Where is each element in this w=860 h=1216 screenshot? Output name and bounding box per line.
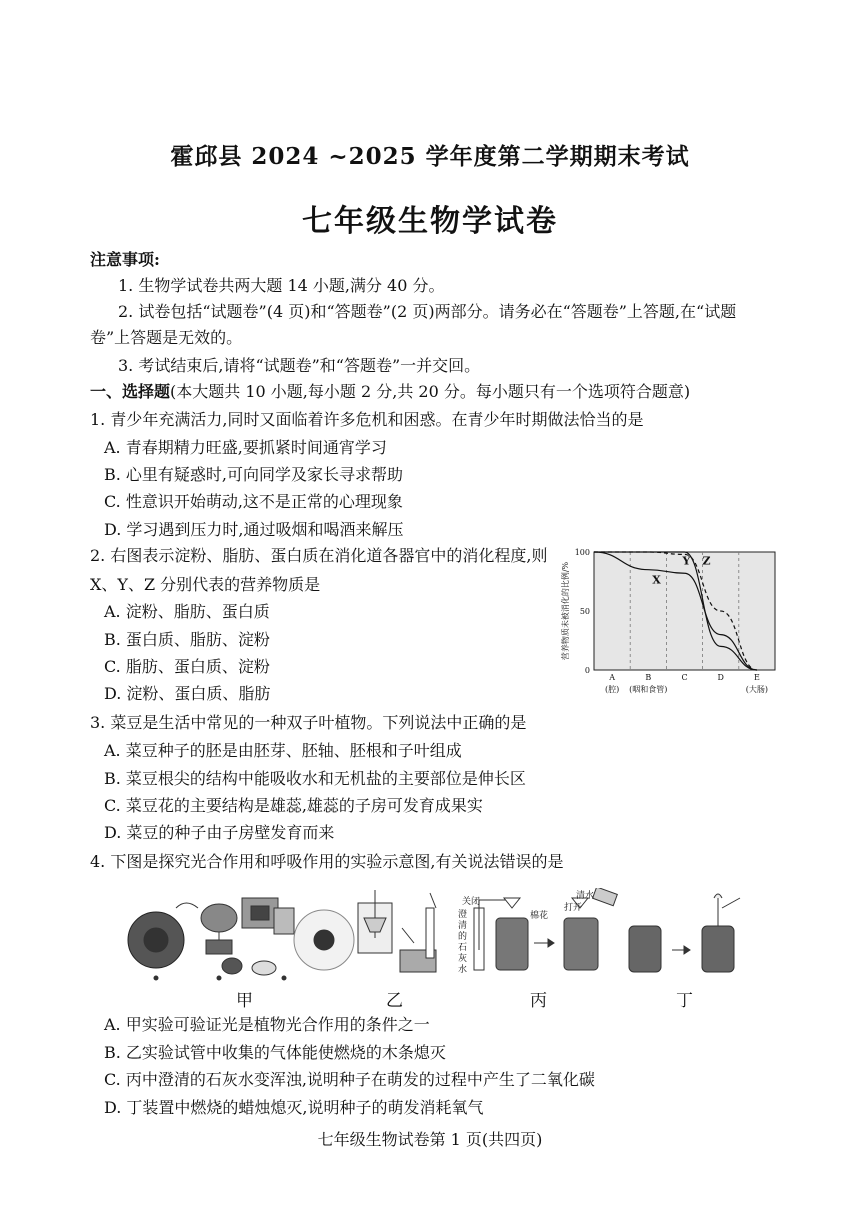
experiment-figure — [124, 888, 764, 988]
figure-label-bing: 丙 — [530, 991, 547, 1011]
section-note: (本大题共 10 小题,每小题 2 分,共 20 分。每小题只有一个选项符合题意) — [170, 382, 691, 401]
section-heading — [90, 382, 690, 402]
chart-x-tick-label: B — [645, 673, 652, 682]
figure-callout-limewater: 澄清的石灰水 — [458, 910, 468, 975]
question-stem: 2. 右图表示淀粉、脂肪、蛋白质在消化道各器官中的消化程度,则 — [90, 546, 548, 565]
notice-item: 1. 生物学试卷共两大题 14 小题,满分 40 分。 — [118, 276, 445, 295]
question-stem: 1. 青少年充满活力,同时又面临着许多危机和困惑。在青少年时期做法恰当的是 — [90, 410, 644, 429]
answer-option: A. 青春期精力旺盛,要抓紧时间通宵学习 — [104, 438, 387, 457]
answer-option: B. 蛋白质、脂肪、淀粉 — [104, 630, 270, 649]
chart-y-tick-label: 50 — [579, 607, 590, 616]
chart-series-label: Z — [702, 554, 711, 568]
chart-x-tick-label: D — [717, 673, 724, 682]
answer-option: B. 心里有疑惑时,可向同学及家长寻求帮助 — [104, 465, 404, 484]
chart-y-tick-label: 100 — [574, 548, 590, 557]
experiment-yi-illustration — [358, 890, 436, 972]
answer-option: C. 丙中澄清的石灰水变浑浊,说明种子在萌发的过程中产生了二氧化碳 — [104, 1070, 595, 1089]
figure-callout: 关闭 — [462, 897, 481, 907]
figure-callout: 打开 — [564, 903, 583, 913]
question-stem: X、Y、Z 分别代表的营养物质是 — [90, 575, 321, 594]
figure-label-jia: 甲 — [236, 991, 253, 1011]
answer-option: A. 淀粉、脂肪、蛋白质 — [104, 602, 270, 621]
answer-option: D. 淀粉、蛋白质、脂肪 — [104, 684, 271, 703]
experiment-jia-illustration — [128, 898, 354, 980]
exam-title: 霍邱县 2024 ~2025 学年度第二学期期末考试 — [170, 143, 690, 170]
chart-x-tick-label: C — [681, 673, 688, 682]
answer-option: A. 菜豆种子的胚是由胚芽、胚轴、胚根和子叶组成 — [104, 741, 462, 760]
notice-item: 3. 考试结束后,请将“试题卷”和“答题卷”一并交回。 — [118, 356, 481, 375]
experiment-bing-illustration — [474, 888, 617, 970]
chart-x-tick-note: (腔) — [604, 685, 620, 694]
experiment-ding-illustration — [629, 894, 740, 972]
chart-y-tick-label: 0 — [584, 666, 590, 675]
paper-subtitle: 七年级生物学试卷 — [302, 204, 558, 239]
chart-x-tick-label: A — [609, 673, 615, 682]
answer-option: B. 乙实验试管中收集的气体能使燃烧的木条熄灭 — [104, 1043, 446, 1062]
section-title: 一、选择题 — [90, 382, 171, 401]
figure-label-ding: 丁 — [676, 991, 693, 1011]
notice-item: 卷”上答题是无效的。 — [90, 328, 243, 347]
question-stem: 3. 菜豆是生活中常见的一种双子叶植物。下列说法中正确的是 — [90, 713, 527, 732]
answer-option: D. 丁装置中燃烧的蜡烛熄灭,说明种子的萌发消耗氧气 — [104, 1098, 484, 1117]
question-stem: 4. 下图是探究光合作用和呼吸作用的实验示意图,有关说法错误的是 — [90, 852, 564, 871]
answer-option: A. 甲实验可验证光是植物光合作用的条件之一 — [104, 1015, 430, 1034]
answer-option: B. 菜豆根尖的结构中能吸收水和无机盐的主要部位是伸长区 — [104, 769, 526, 788]
figure-callout: 棉花 — [530, 911, 549, 921]
chart-series-label: Y — [682, 554, 691, 568]
chart-y-axis-label: 营养物质未被消化的比例/% — [561, 561, 570, 661]
chart-plot-area — [594, 552, 775, 670]
notice-item: 2. 试卷包括“试题卷”(4 页)和“答题卷”(2 页)两部分。请务必在“答题卷”上答题,在“试题 — [118, 302, 737, 321]
chart-x-tick-label: E — [753, 673, 760, 682]
chart-x-tick-note: (大肠) — [745, 685, 769, 694]
answer-option: C. 性意识开始萌动,这不是正常的心理现象 — [104, 492, 403, 511]
page-footer: 七年级生物试卷第 1 页(共四页) — [317, 1130, 543, 1149]
notice-heading: 注意事项: — [90, 250, 160, 269]
answer-option: C. 菜豆花的主要结构是雄蕊,雄蕊的子房可发育成果实 — [104, 796, 483, 815]
digestion-chart — [560, 540, 785, 705]
answer-option: D. 学习遇到压力时,通过吸烟和喝酒来解压 — [104, 520, 404, 539]
figure-label-yi: 乙 — [386, 991, 403, 1011]
figure-callout: 清水 — [576, 891, 595, 901]
answer-option: C. 脂肪、蛋白质、淀粉 — [104, 657, 270, 676]
chart-x-tick-note: (咽和食管) — [629, 685, 668, 694]
chart-series-label: X — [652, 573, 661, 587]
answer-option: D. 菜豆的种子由子房壁发育而来 — [104, 823, 335, 842]
